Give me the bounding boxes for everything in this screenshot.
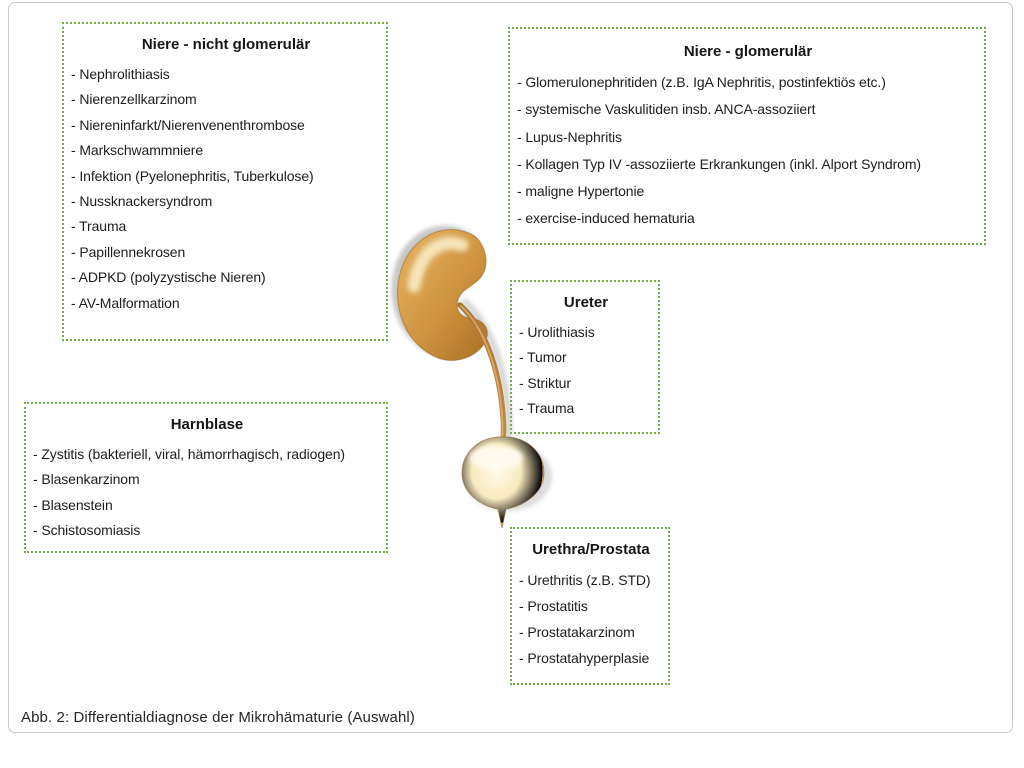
- diagnosis-item: - Striktur: [519, 374, 571, 391]
- bladder-highlight: [469, 446, 523, 470]
- diagnosis-item: - Trauma: [519, 400, 575, 417]
- diagnosis-item: - Trauma: [71, 218, 127, 235]
- diagnosis-item: - Nephrolithiasis: [71, 66, 170, 82]
- diagnosis-item: - Kollagen Typ IV -assoziierte Erkrankungen (inkl. Alport Syndrom): [517, 155, 921, 172]
- diagnosis-item: - Infektion (Pyelonephritis, Tuberkulose): [71, 167, 314, 184]
- diagnosis-item: - ADPKD (polyzystische Nieren): [71, 269, 266, 286]
- diagnosis-item: - Markschwammniere: [71, 142, 203, 159]
- diagnosis-item: - Nierenzellkarzinom: [71, 91, 197, 108]
- diagnosis-item: - Blasenkarzinom: [33, 471, 140, 488]
- diagnosis-item: - Glomerulonephritiden (z.B. IgA Nephritis, postinfektiös etc.): [517, 74, 886, 90]
- diagnosis-item: - maligne Hypertonie: [517, 183, 645, 200]
- diagnosis-item: - Prostatahyperplasie: [519, 650, 650, 666]
- diagnosis-item: - Urethritis (z.B. STD): [519, 572, 651, 588]
- box-urethra-prostata: [510, 527, 670, 685]
- box-title: Urethra/Prostata: [532, 541, 650, 558]
- diagnosis-item: - Lupus-Nephritis: [517, 128, 622, 145]
- diagnosis-item: - Tumor: [519, 349, 567, 366]
- diagnosis-item: - Prostatakarzinom: [519, 624, 635, 640]
- box-niere-nicht-glomerulaer: [62, 22, 388, 341]
- diagnosis-item: - exercise-induced hematuria: [517, 210, 695, 227]
- box-harnblase: [24, 402, 388, 553]
- diagnosis-item: - Zystitis (bakteriell, viral, hämorrhagisch, radiogen): [33, 446, 345, 462]
- box-title: Harnblase: [170, 416, 244, 433]
- diagnosis-item: - Nussknackersyndrom: [71, 193, 213, 210]
- diagnosis-list: [519, 567, 663, 671]
- box-niere-glomerulaer: [508, 27, 986, 245]
- diagnosis-item: - systemische Vaskulitiden insb. ANCA-assoziiert: [517, 101, 816, 118]
- diagnosis-item: - AV-Malformation: [71, 294, 180, 311]
- diagnosis-item: - Papillennekrosen: [71, 243, 186, 260]
- diagnosis-list: [33, 442, 381, 544]
- diagnosis-item: - Schistosomiasis: [33, 522, 141, 539]
- box-title: Ureter: [563, 294, 609, 311]
- box-title: Niere - nicht glomerulär: [141, 36, 311, 53]
- diagnosis-list: [517, 69, 979, 233]
- diagnosis-item: - Prostatitis: [519, 598, 588, 614]
- diagnosis-list: [71, 62, 381, 316]
- diagnosis-item: - Urolithiasis: [519, 324, 595, 340]
- diagnosis-item: - Blasenstein: [33, 496, 113, 513]
- kidney-ureter-bladder-illustration: [388, 215, 563, 535]
- diagnosis-item: - Niereninfarkt/Nierenvenenthrombose: [71, 116, 305, 133]
- box-title: Niere - glomerulär: [683, 43, 813, 60]
- figure-caption: Abb. 2: Differentialdiagnose der Mikrohämaturie (Auswahl): [21, 709, 415, 726]
